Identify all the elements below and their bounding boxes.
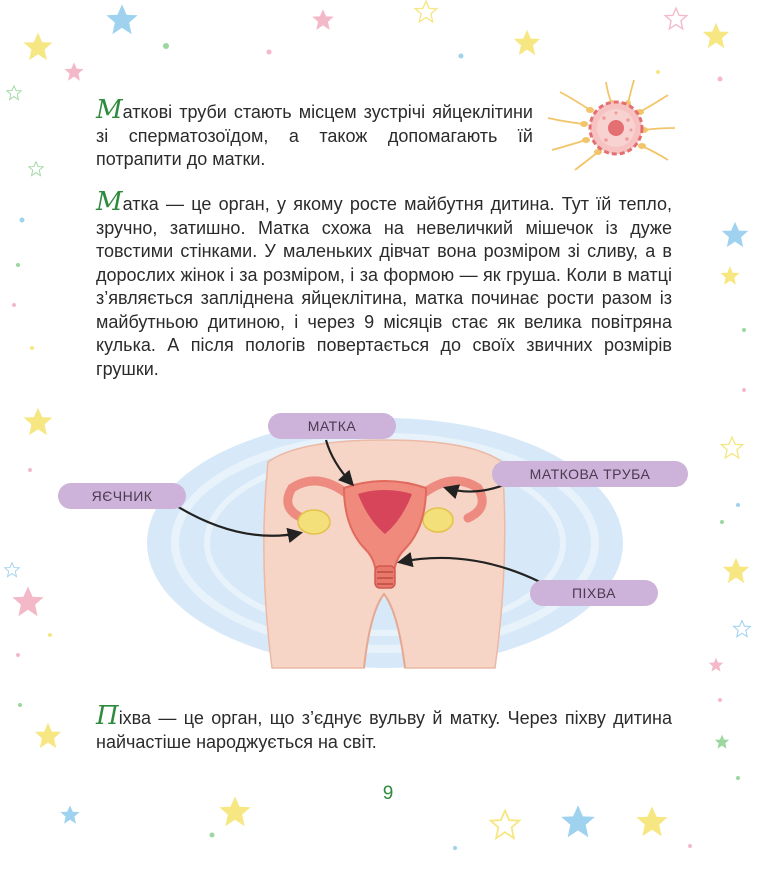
paragraph-text: аткові труби стають місцем зустрічі яйцеклітини зі сперматозоїдом, а також допомагають їй потрапити до матки.: [96, 102, 533, 169]
drop-cap: М: [96, 187, 123, 217]
drop-cap: М: [96, 95, 123, 125]
label-ovary: ЯЄЧНИК: [58, 483, 186, 509]
label-fallopian-tube: МАТКОВА ТРУБА: [492, 461, 688, 487]
label-vagina: ПІХВА: [530, 580, 658, 606]
ovary-right: [423, 508, 453, 532]
label-uterus: МАТКА: [268, 413, 396, 439]
ovary-left: [298, 510, 330, 534]
drop-cap: П: [96, 701, 119, 731]
paragraph-fallopian-tubes: [96, 95, 533, 172]
page-number: 9: [382, 783, 394, 804]
paragraph-text: атка — це орган, у якому росте майбутня дитина. Тут їй тепло, зручно, затишно. Матка схожа на невеличкий мішечок із дуже товстими стінками. У маленьких дівчат вона розміром зі сливу, а в дорослих жінок і за розміром, і за формою — як груша. Коли в матці з’являється запліднена яйцеклітина, матка починає рости разом із майбутньою дитиною, і через 9 місяців стає як велика повітряна кулька. А після пологів повертається до своїх звичних розмірів грушки.: [96, 194, 672, 379]
paragraph-vagina: [96, 701, 672, 754]
paragraph-uterus: [96, 187, 672, 381]
paragraph-text: іхва — це орган, що з’єднує вульву й матку. Через піхву дитина найчастіше народжується на світ.: [96, 708, 672, 752]
